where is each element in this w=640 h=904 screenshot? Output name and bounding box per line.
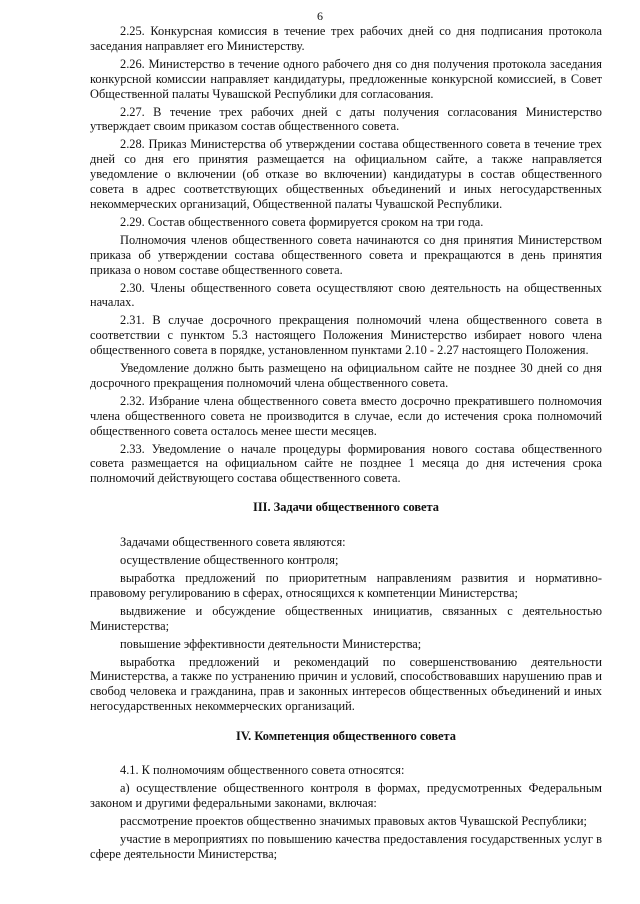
paragraph-2-28: 2.28. Приказ Министерства об утверждении состава общественного совета в течение трех дней со дня его принятия размещается на официальном сайте, а также направляется уведомление о включении (об отказе во включении) кандидатуры в состав общественного совета в адрес соответствующих общественных объединений и иных негосударственных некоммерческих организаций, Общественной палаты Чувашской Республики. — [90, 137, 602, 211]
section-4-heading: IV. Компетенция общественного совета — [236, 729, 456, 744]
paragraph-2-29: 2.29. Состав общественного совета формируется сроком на три года. — [120, 214, 484, 229]
paragraph-4-1-a: а) осуществление общественного контроля в формах, предусмотренных Федеральным законом и другими федеральными законами, включая: — [90, 780, 602, 810]
section-4-item: участие в мероприятиях по повышению качества предоставления государственных услуг в сфере деятельности Министерства; — [90, 831, 602, 861]
page-number: 6 — [317, 9, 323, 23]
paragraph-2-25: 2.25. Конкурсная комиссия в течение трех рабочих дней со дня подписания протокола заседания направляет его Министерству. — [90, 24, 602, 53]
section-3-intro: Задачами общественного совета являются: — [120, 535, 346, 550]
section-3-item: осуществление общественного контроля; — [120, 553, 339, 568]
paragraph-term-of-office: Полномочия членов общественного совета начинаются со дня принятия Министерством приказа об утверждении состава общественного совета и прекращаются в день принятия приказа о новом составе общественного совета. — [90, 232, 602, 277]
paragraph-2-30: 2.30. Члены общественного совета осуществляют свою деятельность на общественных началах. — [90, 280, 602, 310]
paragraph-2-27: 2.27. В течение трех рабочих дней с даты получения согласования Министерство утверждает своим приказом состав общественного совета. — [90, 104, 602, 134]
paragraph-2-32: 2.32. Избрание члена общественного совета вместо досрочно прекратившего полномочия члена общественного совета не производится в случае, если до истечения срока полномочий общественного совета осталось менее шести месяцев. — [90, 393, 602, 438]
section-3-item: повышение эффективности деятельности Министерства; — [120, 636, 422, 651]
section-3-item: выдвижение и обсуждение общественных инициатив, связанных с деятельностью Министерства; — [90, 603, 602, 633]
section-3-item: выработка предложений по приоритетным направлениям развития и нормативно-правовому регулированию в сферах, относящихся к компетенции Министерства; — [90, 571, 602, 600]
section-4-item: рассмотрение проектов общественно значимых правовых актов Чувашской Республики; — [120, 813, 587, 828]
section-3-item: выработка предложений и рекомендаций по совершенствованию деятельности Министерства, а также по устранению причин и условий, способствовавших нарушению прав и свобод человека и гражданина, прав и законных интересов общественных объединений и иных негосударственных некоммерческих организаций. — [90, 654, 602, 714]
paragraph-2-33: 2.33. Уведомление о начале процедуры формирования нового состава общественного совета размещается на официальном сайте не позднее 1 месяца до дня истечения срока полномочий действующего состава общественного совета. — [90, 441, 602, 486]
paragraph-4-1: 4.1. К полномочиям общественного совета относятся: — [120, 763, 405, 778]
paragraph-notice-deadline: Уведомление должно быть размещено на официальном сайте не позднее 30 дней со дня досрочного прекращения полномочий члена общественного совета. — [90, 361, 602, 390]
document-body — [90, 24, 602, 862]
paragraph-2-31: 2.31. В случае досрочного прекращения полномочий члена общественного совета в соответствии с пунктом 5.3 настоящего Положения Министерство избирает нового члена общественного совета в порядке, установленном пунктами 2.10 - 2.27 настоящего Положения. — [90, 313, 602, 358]
paragraph-2-26: 2.26. Министерство в течение одного рабочего дня со дня получения протокола заседания конкурсной комиссии направляет кандидатуры, предложенные конкурсной комиссией, в Совет Общественной палаты Чувашской Республики для согласования. — [90, 56, 602, 101]
section-3-heading: III. Задачи общественного совета — [253, 500, 439, 515]
